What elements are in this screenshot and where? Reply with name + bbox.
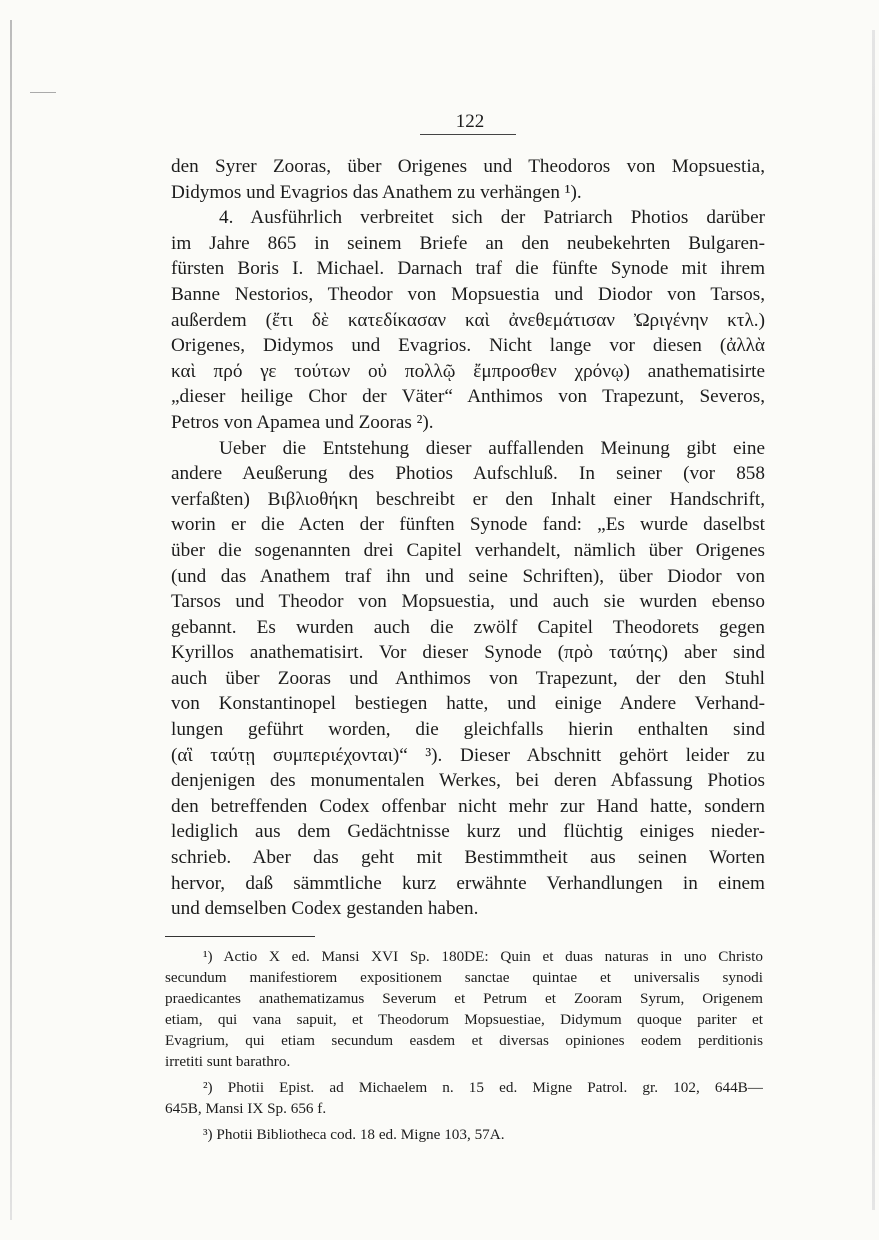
footnote-line: etiam, qui vana sapuit, et Theodorum Mopsuestiae, Didymum quoque pariter et <box>165 1011 763 1028</box>
body-line: auch über Zooras und Anthimos von Trapezunt, der den Stuhl <box>171 667 765 689</box>
footnote-line: ²) Photii Epist. ad Michaelem n. 15 ed. Migne Patrol. gr. 102, 644B— <box>203 1079 763 1096</box>
body-line: (αἳ ταύτῃ συμπεριέχονται)“ ³). Dieser Abschnitt gehört leider zu <box>171 744 765 766</box>
body-line: lediglich aus dem Gedächtnisse kurz und flüchtig einiges nieder- <box>171 821 765 843</box>
scan-right-edge <box>872 30 875 1210</box>
body-line: verfaßten) Βιβλιοθήκη beschreibt er den Inhalt einer Handschrift, <box>171 488 765 510</box>
body-line: lungen geführt worden, die gleichfalls hierin enthalten sind <box>171 719 765 741</box>
body-line: 4. Ausführlich verbreitet sich der Patriarch Photios darüber <box>219 207 765 229</box>
body-line: im Jahre 865 in seinem Briefe an den neubekehrten Bulgaren- <box>171 232 765 254</box>
body-line: Kyrillos anathematisirt. Vor dieser Synode (πρὸ ταύτης) aber sind <box>171 642 765 664</box>
scan-binding-edge <box>10 20 12 1220</box>
body-line: über die sogenannten drei Capitel verhandelt, nämlich über Origenes <box>171 539 765 561</box>
body-line: denjenigen des monumentalen Werkes, bei deren Abfassung Photios <box>171 770 765 792</box>
body-line: hervor, daß sämmtliche kurz erwähnte Verhandlungen in einem <box>171 872 765 894</box>
scan-margin-mark <box>30 92 56 93</box>
body-line: außerdem (ἔτι δὲ κατεδίκασαν καὶ ἀνεθεμάτισαν Ὠριγένην κτλ.) <box>171 309 765 331</box>
footnote-line: secundum manifestiorem expositionem sanctae quintae et universalis synodi <box>165 969 763 986</box>
body-line: den Syrer Zooras, über Origenes und Theodoros von Mopsuestia, <box>171 156 765 177</box>
footnote-line: irretiti sunt barathro. <box>165 1053 291 1070</box>
body-line: Banne Nestorios, Theodor von Mopsuestia und Diodor von Tarsos, <box>171 283 765 305</box>
body-line: fürsten Boris I. Michael. Darnach traf die fünfte Synode mit ihrem <box>171 258 765 280</box>
footnotes <box>165 946 763 1145</box>
footnote-line: Evagrium, qui etiam secundum easdem et diversas opiniones eodem perditionis <box>165 1032 763 1049</box>
footnote-line: praedicantes anathematizamus Severum et Petrum et Zooram Syrum, Origenem <box>165 990 763 1007</box>
body-line: Didymos und Evagrios das Anathem zu verhängen ¹). <box>171 181 582 203</box>
body-line: von Konstantinopel bestiegen hatte, und einige Andere Verhand- <box>171 693 765 715</box>
body-line: andere Aeußerung des Photios Aufschluß. In seiner (vor 858 <box>171 463 765 485</box>
body-line: den betreffenden Codex offenbar nicht mehr zur Hand hatte, sondern <box>171 795 765 817</box>
body-line: schrieb. Aber das geht mit Bestimmtheit aus seinen Worten <box>171 847 765 869</box>
header-rule <box>420 134 516 135</box>
body-line: gebannt. Es wurden auch die zwölf Capitel Theodorets gegen <box>171 616 765 638</box>
body-line: und demselben Codex gestanden haben. <box>171 898 479 920</box>
footnote-line: 645B, Mansi IX Sp. 656 f. <box>165 1100 327 1117</box>
body-line: Petros von Apamea und Zooras ²). <box>171 411 434 433</box>
body-line: Tarsos und Theodor von Mopsuestia, und auch sie wurden ebenso <box>171 591 765 613</box>
body-line: worin er die Acten der fünften Synode fand: „Es wurde daselbst <box>171 514 765 536</box>
footnote-line: ³) Photii Bibliotheca cod. 18 ed. Migne 103, 57A. <box>203 1126 505 1143</box>
body-text <box>171 154 765 922</box>
body-line: Ueber die Entstehung dieser auffallenden Meinung gibt eine <box>219 437 765 459</box>
body-line: καὶ πρό γε τούτων οὐ πολλῷ ἔμπροσθεν χρόνῳ) anathematisirte <box>171 360 765 382</box>
body-line: (und das Anathem traf ihn und seine Schriften), über Diodor von <box>171 565 765 587</box>
footnote-line: ¹) Actio X ed. Mansi XVI Sp. 180DE: Quin et duas naturas in uno Christo <box>203 948 763 965</box>
body-line: „dieser heilige Chor der Väter“ Anthimos von Trapezunt, Severos, <box>171 386 765 408</box>
body-line: Origenes, Didymos und Evagrios. Nicht lange vor diesen (ἀλλὰ <box>171 335 765 357</box>
footnote-rule <box>165 936 315 937</box>
page-number: 122 <box>455 111 485 132</box>
